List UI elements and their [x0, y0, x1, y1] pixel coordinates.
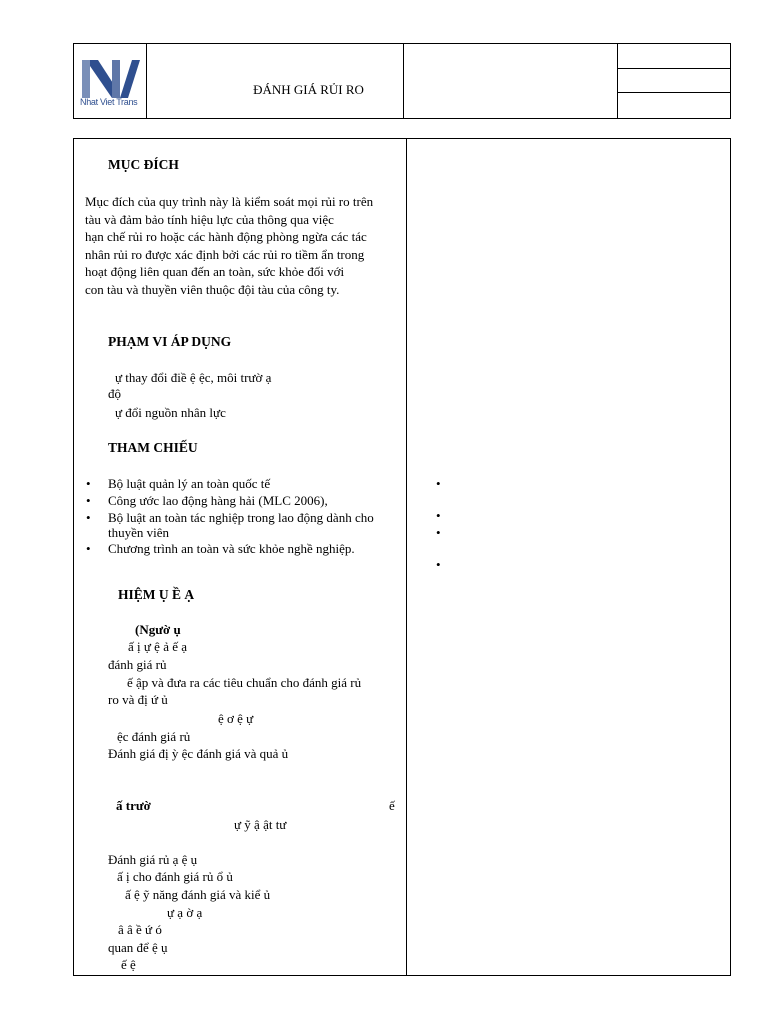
references-heading: THAM CHIẾU: [108, 440, 198, 455]
responsibility-line: ế ập và đưa ra các tiêu chuẩn cho đánh giá rủ: [127, 675, 362, 690]
responsibility-line: ự ỹ ậ ật tư: [234, 817, 287, 832]
header-row-divider: [617, 68, 730, 69]
responsibility-line: ấ ị ự ệ ả ế ạ: [128, 639, 188, 654]
responsibility-line: ự ạ ờ ạ: [167, 905, 203, 920]
header-divider: [146, 44, 147, 118]
purpose-line: nhân rủi ro được xác định bởi các rủi ro tiềm ẩn trong: [85, 247, 365, 262]
responsibility-line: ấ ị cho đánh giá rủ ổ ủ: [117, 869, 233, 884]
header-row-divider: [617, 92, 730, 93]
responsibility-line: Đánh giá đị ỳ ệc đánh giá và quả ủ: [108, 746, 289, 761]
scope-line: ự đổi nguồn nhân lực: [115, 405, 226, 420]
responsibility-line: quan để ệ ụ: [108, 940, 168, 955]
responsibility-fragment: ế: [389, 798, 395, 813]
column-divider: [406, 139, 407, 975]
responsibility-line: ro và đị ứ ủ: [108, 692, 168, 707]
scope-line: độ: [108, 386, 121, 401]
right-column-bullet: [436, 557, 441, 573]
responsibility-line: ệ ơ ệ ự: [218, 711, 254, 726]
purpose-line: hoạt động liên quan đến an toàn, sức khỏe đối với: [85, 264, 345, 279]
responsibility-subheading: ấ trườ: [116, 798, 151, 813]
purpose-line: tàu và đảm bảo tính hiệu lực của thông qua việc: [85, 212, 334, 227]
logo-text: Nhat Viet Trans: [80, 97, 138, 107]
header-divider: [403, 44, 404, 118]
reference-item-continued: thuyền viên: [108, 525, 170, 540]
responsibility-line: â â ề ứ ó: [118, 922, 162, 937]
right-column-bullet: [436, 476, 441, 492]
right-column-bullet: [436, 525, 441, 541]
responsibility-line: Đánh giá rủ ạ ệ ụ: [108, 852, 198, 867]
responsibility-line: đánh giá rủ: [108, 657, 167, 672]
header-divider: [617, 44, 618, 118]
purpose-line: hạn chế rủi ro hoặc các hành động phòng ngừa các tác: [85, 229, 367, 244]
purpose-line: Mục đích của quy trình này là kiểm soát mọi rủi ro trên: [85, 194, 374, 209]
responsibility-line: ấ ệ ỹ năng đánh giá và kiể ủ: [125, 887, 271, 902]
document-title: ĐÁNH GIÁ RỦI RO: [253, 82, 364, 97]
responsibility-line: ế ệ: [121, 957, 136, 972]
document-header: [73, 43, 731, 119]
scope-heading: PHẠM VI ÁP DỤNG: [108, 334, 232, 349]
purpose-line: con tàu và thuyền viên thuộc đội tàu của công ty.: [85, 282, 340, 297]
right-column-bullet: [436, 508, 441, 524]
purpose-heading: MỤC ĐÍCH: [108, 157, 179, 172]
scope-line: ự thay đổi điề ệ ệc, môi trườ ạ: [115, 370, 272, 385]
responsibility-subheading: (Ngườ ụ: [135, 622, 181, 637]
responsibility-line: ệc đánh giá rủ: [117, 729, 191, 744]
responsibility-heading: HIỆM Ụ Ề Ạ: [118, 587, 195, 602]
